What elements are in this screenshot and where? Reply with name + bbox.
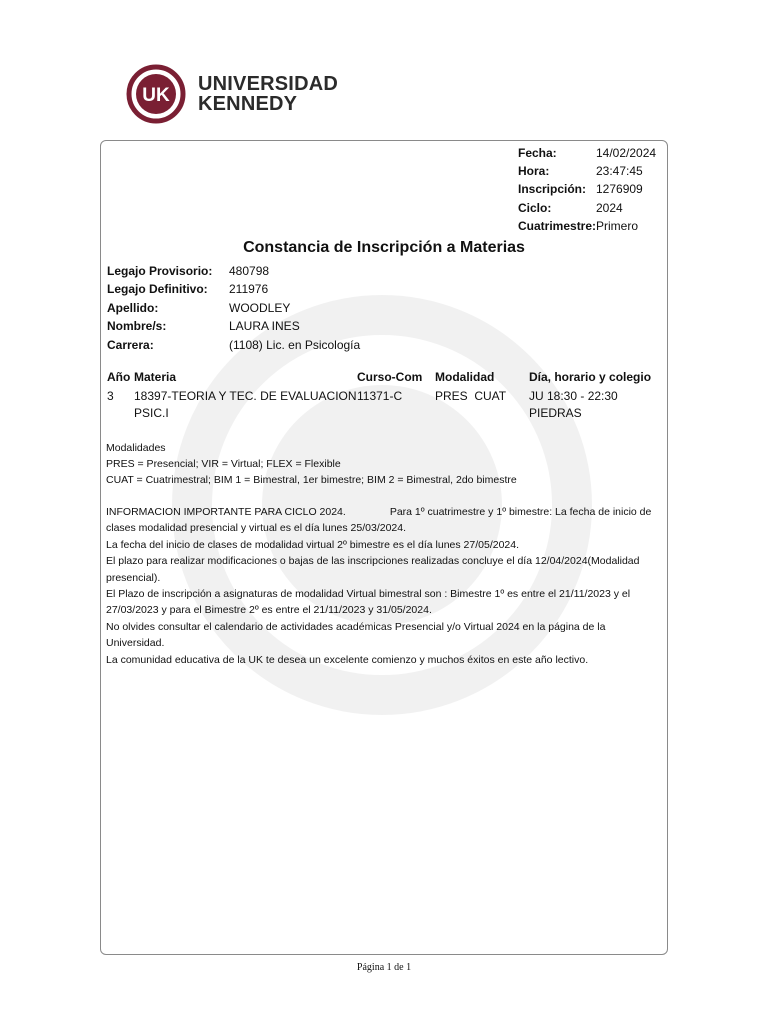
header-materia: Materia <box>134 370 177 384</box>
meta-label: Fecha: <box>518 146 557 160</box>
university-logo <box>126 64 346 128</box>
modalidades-line-2: CUAT = Cuatrimestral; BIM 1 = Bimestral, 1er bimestre; BIM 2 = Bimestral, 2do bimestre <box>106 474 517 486</box>
info-heading: INFORMACION IMPORTANTE PARA CICLO 2024. <box>106 506 346 518</box>
cell-materia <box>134 388 357 422</box>
meta-label: Ciclo: <box>518 200 552 215</box>
cell-curso: 11371-C <box>357 389 403 403</box>
student-label: Apellido: <box>107 300 159 315</box>
info-paragraph-1 <box>106 504 662 537</box>
info-p1-text: Para 1º cuatrimestre y 1º bimestre: La fecha de inicio de clases modalidad presencial y virtual es el día lunes 25/03/2024. <box>106 506 652 535</box>
cell-modalidad: PRES CUAT <box>435 389 507 403</box>
meta-label: Inscripción: <box>518 182 587 197</box>
student-label: Carrera: <box>107 337 154 352</box>
header-ano: Año <box>107 370 131 384</box>
meta-value: 23:47:45 <box>596 164 643 179</box>
header-curso: Curso-Com <box>357 370 423 384</box>
modalidades-title: Modalidades <box>106 442 166 454</box>
meta-value: 1276909 <box>596 182 643 197</box>
cell-dia <box>529 388 618 422</box>
student-label: Legajo Provisorio: <box>107 264 213 278</box>
info-paragraph-5: No olvides consultar el calendario de actividades académicas Presencial y/o Virtual 2024 en la página de la Universidad. <box>106 620 606 650</box>
meta-label: Hora: <box>518 164 550 179</box>
student-label: Nombre/s: <box>107 319 167 334</box>
uk-logo-icon <box>126 64 186 124</box>
student-value: LAURA INES <box>229 319 300 334</box>
student-label: Legajo Definitivo: <box>107 282 208 297</box>
important-info <box>106 504 662 668</box>
meta-label: Cuatrimestre: <box>518 218 597 233</box>
student-value: 211976 <box>229 282 269 297</box>
modalidades-line-1: PRES = Presencial; VIR = Virtual; FLEX = Flexible <box>106 458 341 470</box>
meta-value: 2024 <box>596 200 623 215</box>
modalidades-legend <box>106 440 666 488</box>
header-dia: Día, horario y colegio <box>529 370 652 384</box>
cell-materia-line2: PSIC.I <box>134 406 169 420</box>
cell-dia-line2: PIEDRAS <box>529 406 582 420</box>
student-value: WOODLEY <box>229 300 291 315</box>
cell-dia-line1: JU 18:30 - 22:30 <box>529 389 618 403</box>
meta-value: Primero <box>596 218 639 233</box>
meta-value: 14/02/2024 <box>596 146 657 160</box>
cell-ano: 3 <box>107 389 114 403</box>
info-paragraph-2: La fecha del inicio de clases de modalidad virtual 2º bimestre es el día lunes 27/05/2024. <box>106 538 520 551</box>
info-paragraph-4: El Plazo de inscripción a asignaturas de modalidad Virtual bimestral son : Bimestre 1º es entre el 21/11/2023 y el 27/03/2023 y para el Bimestre 2º es entre el 21/11/2023 y 31/05/2024. <box>106 588 631 617</box>
info-paragraph-3: El plazo para realizar modificaciones o bajas de las inscripciones realizadas concluye el día 12/04/2024(Modalidad presencial). <box>106 555 640 584</box>
student-value: 480798 <box>229 264 270 278</box>
document-title: Constancia de Inscripción a Materias <box>243 239 525 256</box>
info-paragraph-6: La comunidad educativa de la UK te desea un excelente comienzo y muchos éxitos en este año lectivo. <box>106 653 589 666</box>
brand-line-2: KENNEDY <box>198 93 298 115</box>
brand-line-1: UNIVERSIDAD <box>198 73 338 95</box>
logo-mark-text: UK <box>142 85 170 106</box>
cell-materia-line1: 18397-TEORIA Y TEC. DE EVALUACION <box>134 389 357 403</box>
page-number: Página 1 de 1 <box>356 962 412 973</box>
header-modalidad: Modalidad <box>435 370 495 384</box>
brand-name <box>198 74 338 114</box>
student-value: (1108) Lic. en Psicología <box>229 337 361 352</box>
